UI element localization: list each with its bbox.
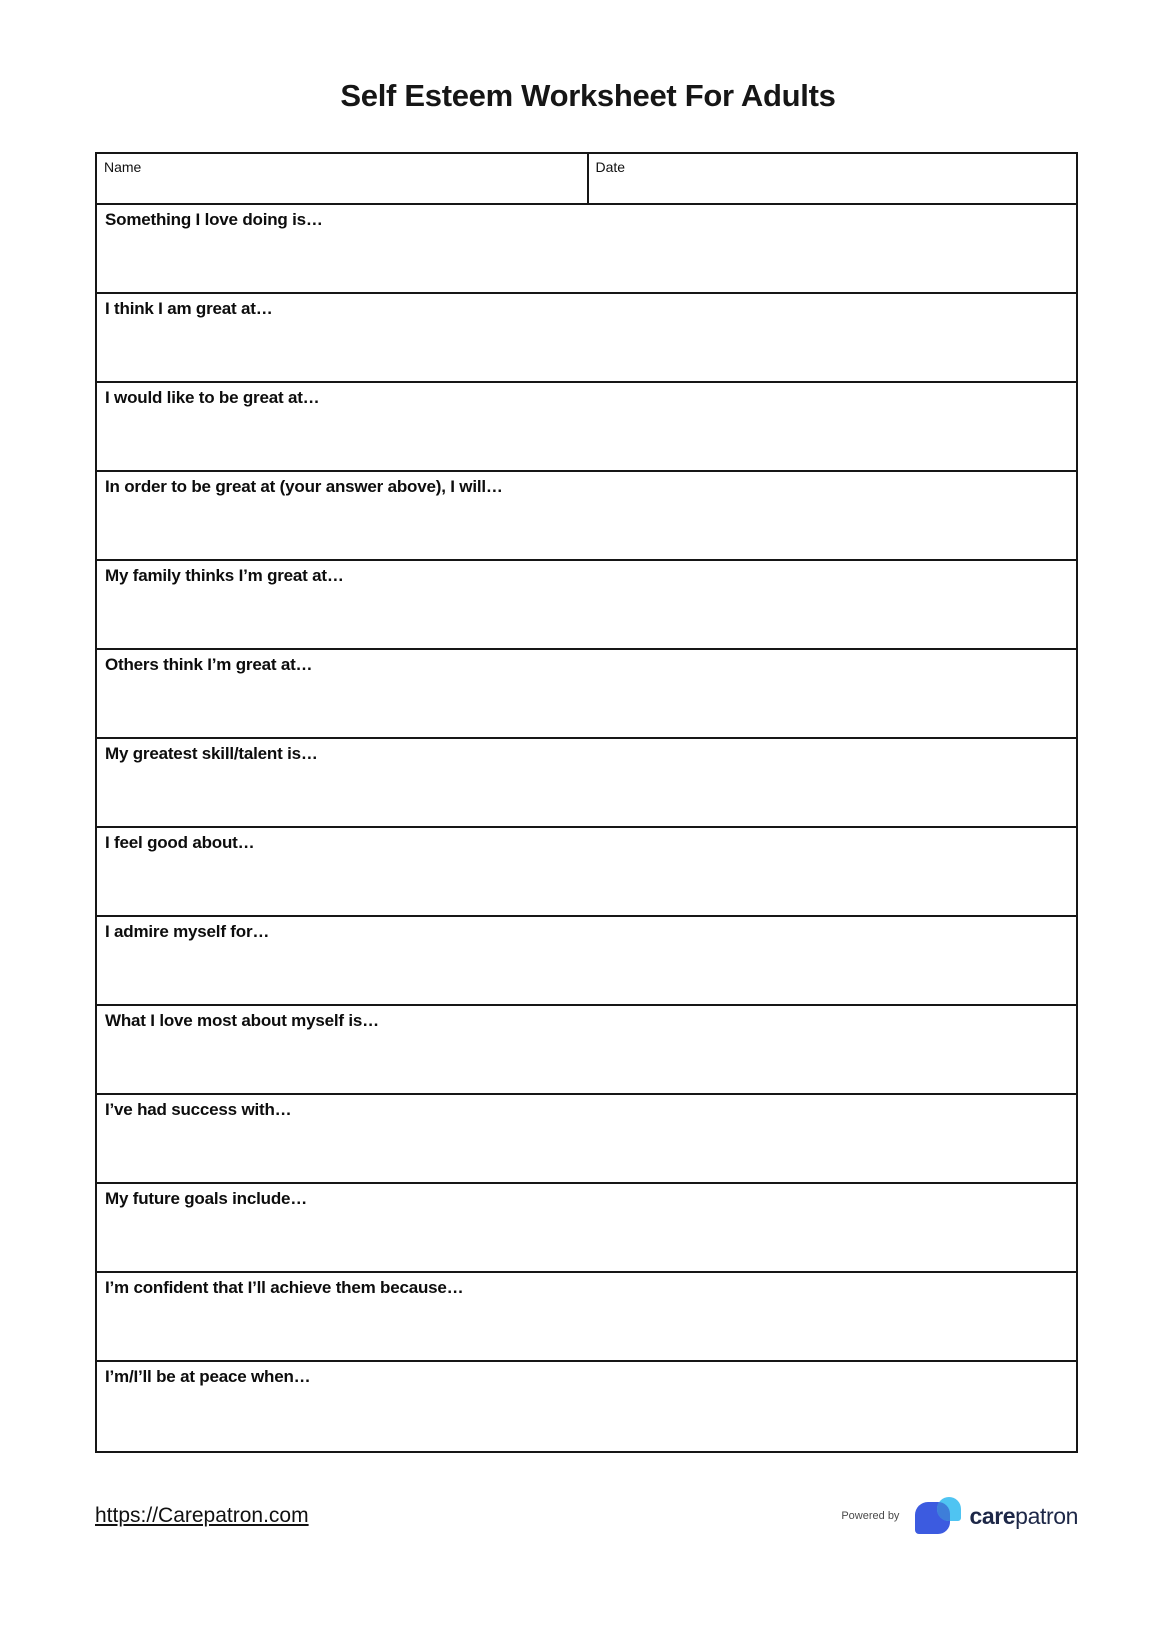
- brand-care-text: care: [969, 1502, 1016, 1529]
- answer-area[interactable]: [105, 230, 1068, 287]
- footer: [95, 1496, 1078, 1536]
- name-field-cell: [97, 154, 587, 203]
- prompt-label: I feel good about…: [105, 833, 255, 852]
- prompt-label: Others think I’m great at…: [105, 655, 313, 674]
- name-date-row: [97, 154, 1076, 205]
- prompt-label: I’m/I’ll be at peace when…: [105, 1367, 311, 1386]
- prompt-row: [97, 1095, 1076, 1184]
- answer-area[interactable]: [105, 1120, 1068, 1177]
- page-title: Self Esteem Worksheet For Adults: [340, 78, 836, 113]
- answer-area[interactable]: [105, 764, 1068, 821]
- answer-area[interactable]: [105, 497, 1068, 554]
- answer-area[interactable]: [105, 1298, 1068, 1355]
- worksheet-table: [95, 152, 1078, 1453]
- prompt-row: [97, 1184, 1076, 1273]
- answer-area[interactable]: [105, 942, 1068, 999]
- prompt-label: My future goals include…: [105, 1189, 308, 1208]
- prompt-label: My family thinks I’m great at…: [105, 566, 344, 585]
- date-label: Date: [595, 159, 626, 175]
- footer-link[interactable]: https://Carepatron.com: [95, 1504, 309, 1527]
- answer-area[interactable]: [105, 1387, 1068, 1446]
- prompt-label: I admire myself for…: [105, 922, 270, 941]
- powered-by-label: Powered by: [841, 1510, 900, 1522]
- prompt-label: I’m confident that I’ll achieve them because…: [105, 1278, 464, 1297]
- prompt-row: [97, 383, 1076, 472]
- prompt-row: [97, 205, 1076, 294]
- prompt-row: [97, 472, 1076, 561]
- prompt-label: Something I love doing is…: [105, 210, 323, 229]
- prompt-row: [97, 917, 1076, 1006]
- answer-area[interactable]: [105, 586, 1068, 643]
- prompt-row: [97, 739, 1076, 828]
- prompt-row: [97, 561, 1076, 650]
- powered-by-group: [841, 1496, 1078, 1536]
- prompt-row: [97, 1362, 1076, 1451]
- answer-area[interactable]: [105, 408, 1068, 465]
- prompt-row: [97, 1006, 1076, 1095]
- prompt-label: In order to be great at (your answer above), I will…: [105, 477, 503, 496]
- answer-area[interactable]: [105, 853, 1068, 910]
- carepatron-bubbles-icon: [911, 1496, 963, 1536]
- prompt-label: What I love most about myself is…: [105, 1011, 379, 1030]
- brand-patron-text: patron: [1015, 1502, 1078, 1529]
- answer-area[interactable]: [105, 1209, 1068, 1266]
- prompt-label: I think I am great at…: [105, 299, 273, 318]
- prompt-row: [97, 828, 1076, 917]
- name-input-area[interactable]: [104, 175, 580, 198]
- prompt-row: [97, 650, 1076, 739]
- prompt-row: [97, 294, 1076, 383]
- answer-area[interactable]: [105, 319, 1068, 376]
- prompt-label: I would like to be great at…: [105, 388, 320, 407]
- date-field-cell: [587, 154, 1077, 203]
- answer-area[interactable]: [105, 675, 1068, 732]
- carepatron-logo: [911, 1496, 1078, 1536]
- date-input-area[interactable]: [596, 175, 1070, 198]
- brand-wordmark: [969, 1503, 1078, 1530]
- prompt-label: My greatest skill/talent is…: [105, 744, 318, 763]
- prompt-row: [97, 1273, 1076, 1362]
- prompt-label: I’ve had success with…: [105, 1100, 292, 1119]
- answer-area[interactable]: [105, 1031, 1068, 1088]
- name-label: Name: [104, 159, 142, 175]
